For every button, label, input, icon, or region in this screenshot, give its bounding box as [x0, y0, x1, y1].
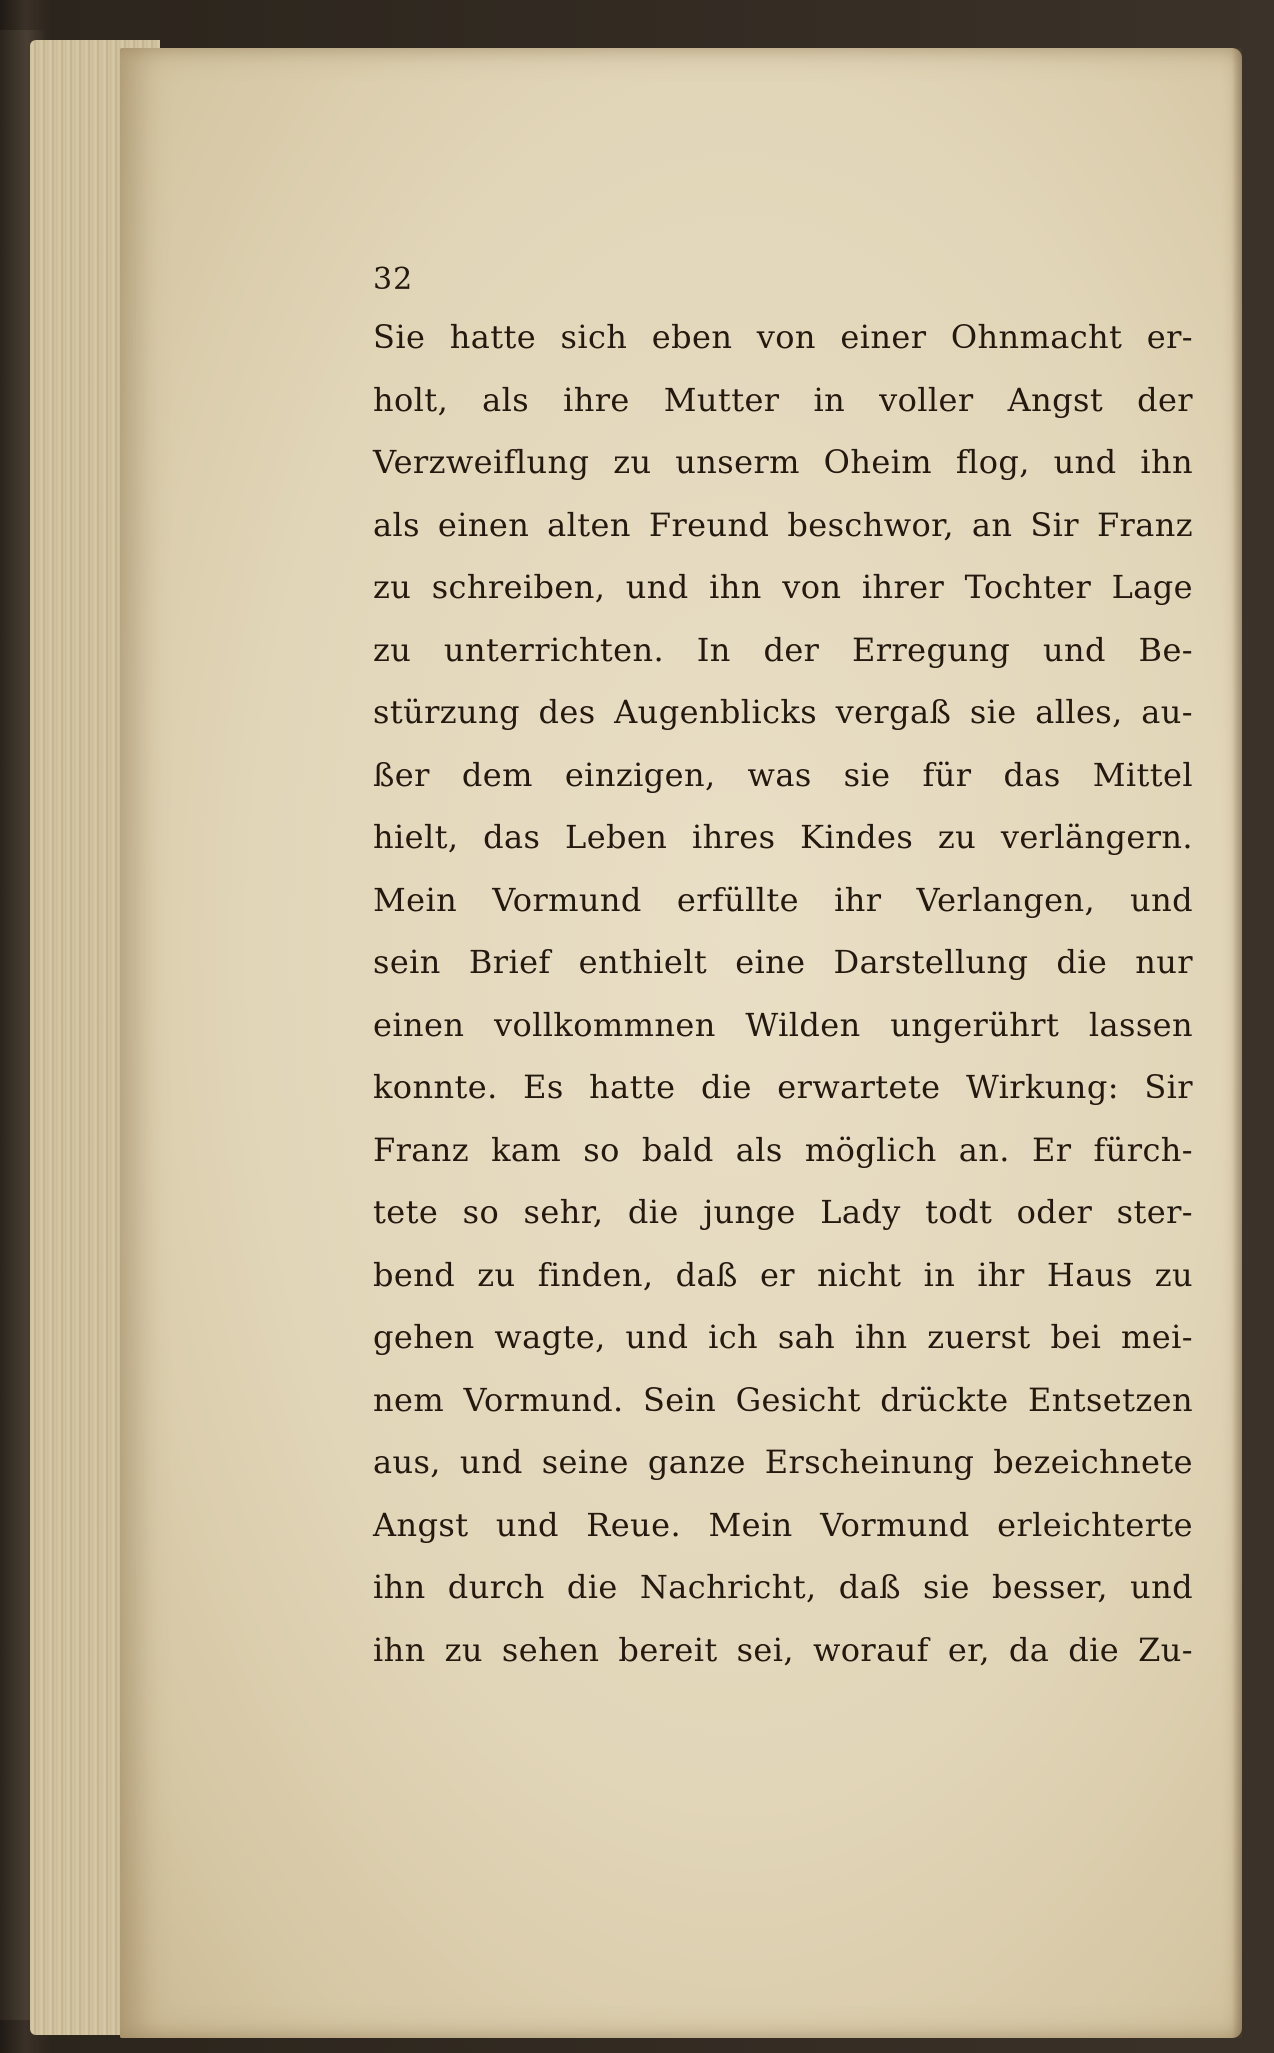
text-line: ihn durch die Nachricht, daß sie besser, und: [373, 1568, 1193, 1606]
text-line: als einen alten Freund beschwor, an Sir Franz: [373, 505, 1193, 544]
text-line: holt, als ihre Mutter in voller Angst der: [373, 380, 1193, 419]
text-line: Sie hatte sich eben von einer Ohnmacht er-: [373, 318, 1193, 356]
text-line: sein Brief enthielt eine Darstellung die nur: [373, 943, 1193, 981]
text-line: einen vollkommnen Wilden ungerührt lassen: [373, 1005, 1193, 1044]
text-line: gehen wagte, und ich sah ihn zuerst bei mei-: [373, 1318, 1193, 1356]
text-line: zu schreiben, und ihn von ihrer Tochter Lage: [373, 568, 1193, 606]
text-line: Mein Vormund erfüllte ihr Verlangen, und: [373, 880, 1193, 919]
text-line: Verzweiflung zu unserm Oheim flog, und ihn: [373, 443, 1193, 481]
text-line: konnte. Es hatte die erwartete Wirkung: Sir: [373, 1068, 1193, 1106]
page-number: 32: [373, 262, 414, 297]
text-line: stürzung des Augenblicks vergaß sie alles, au-: [373, 693, 1193, 731]
text-line: zu unterrichten. In der Erregung und Be-: [373, 630, 1193, 669]
text-line: aus, und seine ganze Erscheinung bezeichnete: [373, 1443, 1193, 1481]
text-line: Franz kam so bald als möglich an. Er fürch-: [373, 1130, 1193, 1169]
text-line: ßer dem einzigen, was sie für das Mittel: [373, 755, 1193, 794]
text-line: nem Vormund. Sein Gesicht drückte Entsetzen: [373, 1380, 1193, 1419]
page-text-block: [373, 258, 1193, 1681]
page-edge-shadow: [1232, 48, 1242, 2038]
text-line: hielt, das Leben ihres Kindes zu verlängern.: [373, 818, 1193, 856]
text-line: tete so sehr, die junge Lady todt oder ster-: [373, 1193, 1193, 1231]
text-line: ihn zu sehen bereit sei, worauf er, da die Zu-: [373, 1630, 1193, 1669]
text-line: bend zu finden, daß er nicht in ihr Haus zu: [373, 1255, 1193, 1294]
text-line: Angst und Reue. Mein Vormund erleichterte: [373, 1505, 1193, 1544]
